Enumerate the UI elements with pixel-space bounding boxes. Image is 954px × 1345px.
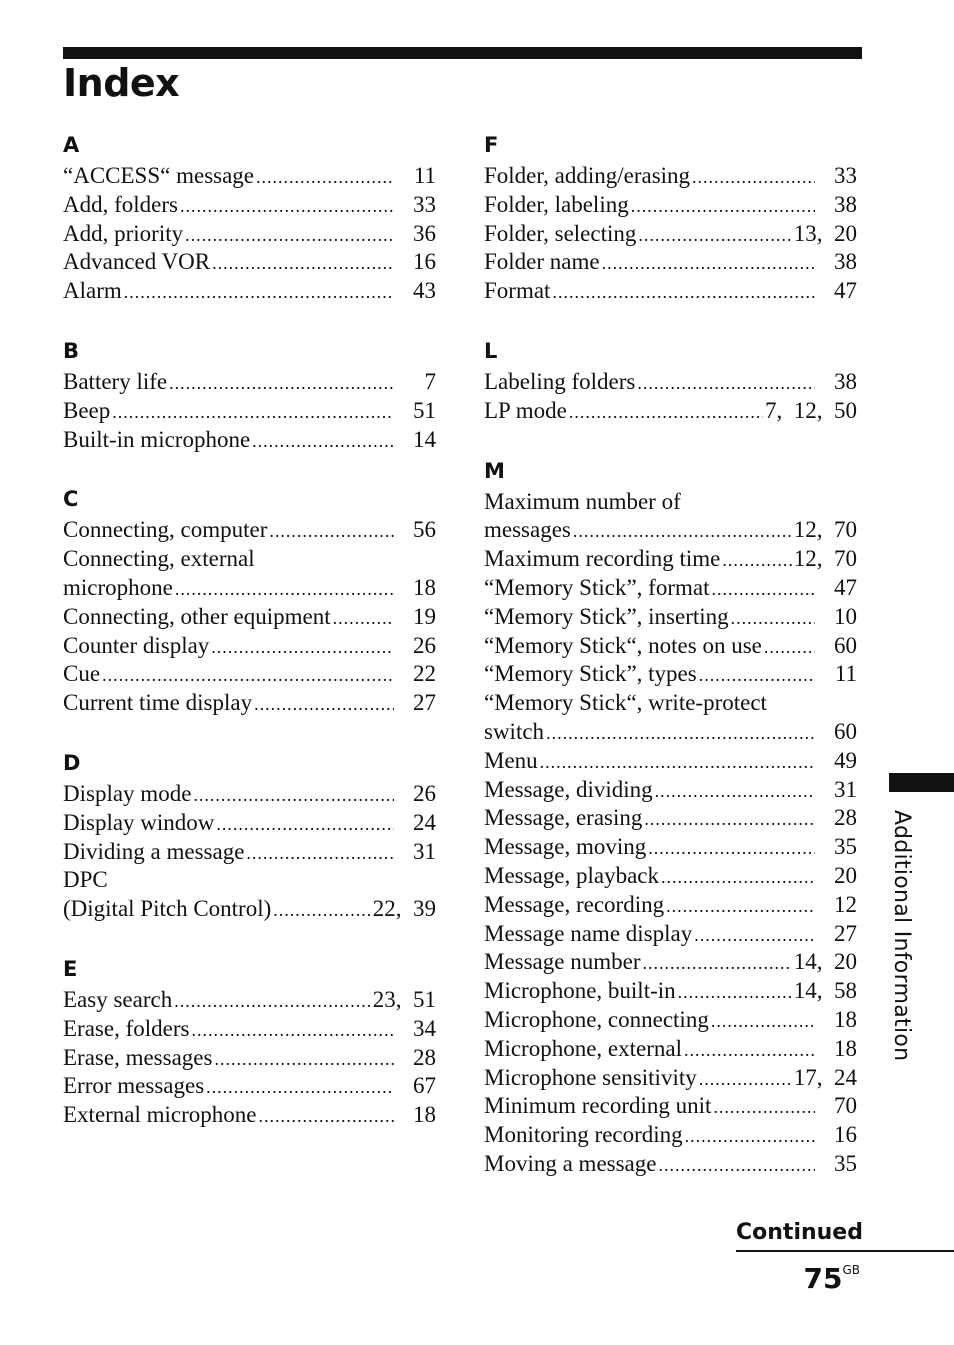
entry-term: Labeling folders [484, 368, 636, 394]
entry-term: Microphone, external [484, 1035, 682, 1061]
dot-leader [643, 949, 792, 978]
dot-leader [711, 1007, 815, 1036]
entry-term: Built-in microphone [63, 426, 251, 452]
dot-leader [246, 839, 394, 868]
entry-term: Display mode [63, 780, 192, 806]
index-column-left [63, 128, 436, 1158]
entry-term: switch [484, 718, 545, 744]
entry-term: LP mode [484, 397, 567, 423]
entry-term: Maximum number of [484, 488, 681, 514]
section-letter: E [63, 956, 78, 981]
index-entry [484, 1121, 857, 1150]
section-letter: A [63, 133, 80, 157]
dot-leader [333, 604, 394, 633]
index-entry [484, 632, 857, 661]
dot-leader [666, 892, 815, 921]
index-entry [484, 948, 857, 977]
index-entry [484, 220, 857, 249]
entry-term: Moving a message [484, 1150, 657, 1176]
entry-term: Message, dividing [484, 776, 653, 802]
entry-term: Message, playback [484, 862, 659, 888]
index-entry [484, 660, 857, 689]
index-entry [63, 426, 436, 455]
entry-term: “ACCESS“ message [63, 163, 255, 188]
index-section-c [63, 482, 436, 718]
entry-pages: 49 [834, 747, 857, 773]
index-entry [63, 1101, 436, 1130]
entry-pages: 47 [834, 278, 857, 304]
entry-pages: 38 [834, 368, 857, 394]
entry-term: Erase, messages [63, 1044, 213, 1070]
continued-label: Continued [736, 1220, 863, 1245]
index-entry [484, 891, 857, 920]
section-letter: B [63, 338, 80, 363]
dot-leader [764, 633, 815, 662]
entry-pages: 18 [413, 574, 436, 600]
index-entry [484, 545, 857, 574]
entry-term: Message, erasing [484, 805, 643, 831]
entry-pages: 60 [834, 632, 857, 658]
entry-term: Message name display [484, 920, 693, 946]
entry-pages: 28 [834, 805, 857, 831]
index-entry [484, 776, 857, 805]
dot-leader [214, 1045, 394, 1074]
entry-term: Connecting, computer [63, 517, 268, 543]
entry-term: Connecting, other equipment [63, 603, 331, 629]
entry-term: Alarm [63, 278, 122, 304]
entry-pages: 19 [413, 603, 436, 629]
dot-leader [731, 604, 815, 633]
entry-pages: 43 [413, 278, 436, 304]
dot-leader [112, 398, 394, 427]
entry-pages: 38 [834, 191, 857, 217]
dot-leader [602, 249, 815, 278]
entry-pages: 18 [834, 1006, 857, 1032]
index-entry [484, 603, 857, 632]
index-entry [63, 838, 436, 867]
section-letter: F [484, 133, 499, 157]
dot-leader [685, 1122, 815, 1151]
page-number [760, 1262, 860, 1295]
index-entry [63, 545, 436, 574]
dot-leader [180, 192, 394, 221]
index-section-m [484, 454, 857, 1179]
entry-pages: 24 [413, 809, 436, 835]
index-entry [63, 277, 436, 306]
index-entry [484, 1064, 857, 1093]
entry-pages: 36 [413, 220, 436, 246]
entry-pages: 7, 12, 50 [765, 397, 857, 423]
index-entry [63, 574, 436, 603]
entry-term: “Memory Stick“, write-protect [484, 690, 767, 716]
index-entry [484, 516, 857, 545]
entry-pages: 20 [834, 862, 857, 888]
dot-leader [169, 369, 394, 398]
entry-term: (Digital Pitch Control) [63, 896, 272, 922]
dot-leader [722, 546, 791, 575]
entry-pages: 38 [834, 249, 857, 275]
section-letter: L [484, 338, 498, 363]
index-entry [63, 986, 436, 1015]
index-entry [484, 574, 857, 603]
entry-pages: 22 [413, 661, 436, 687]
entry-term: Counter display [63, 632, 210, 658]
entry-pages: 7 [424, 368, 436, 394]
dot-leader [711, 575, 815, 604]
index-section-a [63, 128, 436, 306]
entry-term: Battery life [63, 368, 168, 394]
index-entry [63, 866, 436, 895]
top-rule [63, 47, 862, 59]
section-letter: M [484, 458, 505, 483]
dot-leader [569, 398, 763, 427]
side-tab-label: Additional Information [889, 810, 914, 1062]
entry-term: Format [484, 278, 551, 304]
entry-pages: 14, 58 [793, 978, 857, 1004]
dot-leader [102, 661, 394, 690]
entry-term: Message number [484, 949, 641, 975]
entry-pages: 67 [413, 1073, 436, 1099]
index-entry [63, 780, 436, 809]
dot-leader [655, 777, 815, 806]
entry-pages: 26 [413, 632, 436, 658]
dot-leader [273, 896, 370, 925]
entry-term: Microphone sensitivity [484, 1064, 697, 1090]
entry-term: Display window [63, 809, 215, 835]
index-entry [63, 162, 436, 191]
entry-term: Add, folders [63, 191, 178, 217]
entry-pages: 35 [834, 1150, 857, 1176]
entry-term: Menu [484, 747, 538, 773]
entry-pages: 26 [413, 780, 436, 806]
entry-term: Connecting, external [63, 546, 255, 572]
page-number-suffix: GB [842, 1263, 860, 1277]
index-entry [63, 895, 436, 924]
index-entry [63, 1015, 436, 1044]
index-column-right [484, 128, 857, 1207]
dot-leader [191, 1016, 394, 1045]
index-entry [63, 809, 436, 838]
index-entry [484, 1035, 857, 1064]
entry-term: Beep [63, 397, 111, 423]
entry-term: Dividing a message [63, 838, 245, 864]
entry-pages: 27 [834, 920, 857, 946]
dot-leader [648, 834, 815, 863]
dot-leader [573, 517, 792, 546]
index-entry [484, 689, 857, 718]
entry-pages: 33 [834, 163, 857, 188]
entry-pages: 34 [413, 1015, 436, 1041]
dot-leader [185, 221, 394, 250]
index-entry [63, 397, 436, 426]
page-number-value: 75 [803, 1262, 843, 1295]
entry-pages: 31 [834, 776, 857, 802]
dot-leader [552, 278, 815, 307]
dot-leader [252, 427, 394, 456]
entry-term: “Memory Stick”, types [484, 661, 697, 687]
entry-pages: 47 [834, 574, 857, 600]
entry-pages: 51 [413, 397, 436, 423]
index-entry [484, 1092, 857, 1121]
dot-leader [713, 1093, 815, 1122]
entry-pages: 22, 39 [372, 896, 436, 922]
index-entry [63, 632, 436, 661]
index-entry [484, 277, 857, 306]
entry-pages: 16 [413, 249, 436, 275]
dot-leader [216, 810, 394, 839]
index-entry [484, 488, 857, 517]
index-entry [484, 248, 857, 277]
index-entry [484, 1150, 857, 1179]
index-section-l [484, 334, 857, 426]
dot-leader [637, 369, 815, 398]
dot-leader [124, 278, 394, 307]
index-entry [63, 1044, 436, 1073]
entry-term: Easy search [63, 986, 173, 1012]
entry-pages: 23, 51 [372, 986, 436, 1012]
index-entry [484, 920, 857, 949]
dot-leader [694, 921, 815, 950]
index-entry [484, 718, 857, 747]
entry-pages: 12 [834, 891, 857, 917]
entry-term: microphone [63, 574, 173, 600]
dot-leader [699, 1065, 792, 1094]
side-tab-marker [889, 773, 954, 792]
entry-term: “Memory Stick”, inserting [484, 603, 729, 629]
entry-term: “Memory Stick“, notes on use [484, 632, 762, 658]
entry-pages: 60 [834, 718, 857, 744]
entry-pages: 35 [834, 834, 857, 860]
section-letter: D [63, 750, 81, 775]
entry-term: Error messages [63, 1073, 205, 1099]
entry-term: DPC [63, 867, 108, 893]
index-entry [484, 1006, 857, 1035]
page-title: Index [63, 61, 180, 105]
entry-pages: 27 [413, 690, 436, 716]
dot-leader [174, 987, 371, 1016]
dot-leader [661, 863, 815, 892]
entry-pages: 17, 24 [793, 1064, 857, 1090]
entry-term: Cue [63, 661, 101, 687]
index-entry [63, 689, 436, 718]
entry-term: Folder name [484, 249, 600, 275]
dot-leader [644, 805, 815, 834]
entry-pages: 31 [413, 838, 436, 864]
entry-pages: 14, 20 [793, 949, 857, 975]
index-entry [63, 248, 436, 277]
dot-leader [254, 690, 394, 719]
entry-term: Folder, adding/erasing [484, 163, 691, 188]
dot-leader [638, 221, 791, 250]
entry-pages: 12, 70 [793, 546, 857, 572]
entry-pages: 18 [413, 1102, 436, 1128]
dot-leader [692, 163, 815, 192]
index-entry [484, 368, 857, 397]
dot-leader [631, 192, 815, 221]
entry-term: Current time display [63, 690, 253, 716]
index-entry [484, 977, 857, 1006]
entry-term: messages [484, 517, 571, 543]
entry-pages: 70 [834, 1093, 857, 1119]
entry-pages: 33 [413, 191, 436, 217]
dot-leader [206, 1073, 394, 1102]
entry-term: Microphone, connecting [484, 1006, 709, 1032]
entry-pages: 56 [413, 517, 436, 543]
index-entry [63, 220, 436, 249]
dot-leader [259, 1102, 394, 1131]
entry-term: Folder, labeling [484, 191, 629, 217]
dot-leader [699, 661, 815, 690]
entry-pages: 16 [834, 1122, 857, 1148]
index-entry [63, 660, 436, 689]
entry-term: “Memory Stick”, format [484, 574, 710, 600]
entry-pages: 12, 70 [793, 517, 857, 543]
entry-term: Message, moving [484, 834, 647, 860]
index-entry [484, 833, 857, 862]
section-letter: C [63, 487, 79, 512]
entry-term: Monitoring recording [484, 1122, 683, 1148]
entry-pages: 13, 20 [793, 220, 857, 246]
entry-pages: 11 [834, 661, 857, 687]
index-section-e [63, 952, 436, 1130]
index-section-b [63, 334, 436, 454]
entry-pages: 28 [413, 1044, 436, 1070]
dot-leader [678, 978, 792, 1007]
index-entry [63, 191, 436, 220]
index-entry [484, 862, 857, 891]
dot-leader [212, 249, 394, 278]
entry-pages: 11 [413, 163, 436, 188]
entry-pages: 14 [413, 426, 436, 452]
entry-term: Add, priority [63, 220, 184, 246]
index-entry [484, 191, 857, 220]
index-section-f [484, 128, 857, 306]
entry-term: Maximum recording time [484, 546, 721, 572]
entry-term: Advanced VOR [63, 249, 211, 275]
entry-term: Minimum recording unit [484, 1093, 712, 1119]
dot-leader [269, 517, 394, 546]
entry-pages: 18 [834, 1035, 857, 1061]
index-entry [63, 1072, 436, 1101]
dot-leader [211, 633, 394, 662]
index-entry [484, 804, 857, 833]
entry-term: Erase, folders [63, 1015, 190, 1041]
entry-pages: 10 [834, 603, 857, 629]
dot-leader [540, 748, 815, 777]
index-entry [484, 162, 857, 191]
index-entry [484, 747, 857, 776]
bottom-rule [736, 1250, 954, 1252]
entry-term: External microphone [63, 1102, 257, 1128]
entry-term: Folder, selecting [484, 220, 637, 246]
index-entry [484, 397, 857, 426]
dot-leader [193, 781, 394, 810]
index-section-d [63, 746, 436, 924]
index-entry [63, 516, 436, 545]
dot-leader [684, 1036, 815, 1065]
dot-leader [546, 719, 815, 748]
index-entry [63, 603, 436, 632]
dot-leader [256, 163, 394, 192]
dot-leader [658, 1151, 815, 1180]
index-entry [63, 368, 436, 397]
dot-leader [175, 575, 394, 604]
entry-term: Microphone, built-in [484, 978, 676, 1004]
entry-term: Message, recording [484, 891, 665, 917]
